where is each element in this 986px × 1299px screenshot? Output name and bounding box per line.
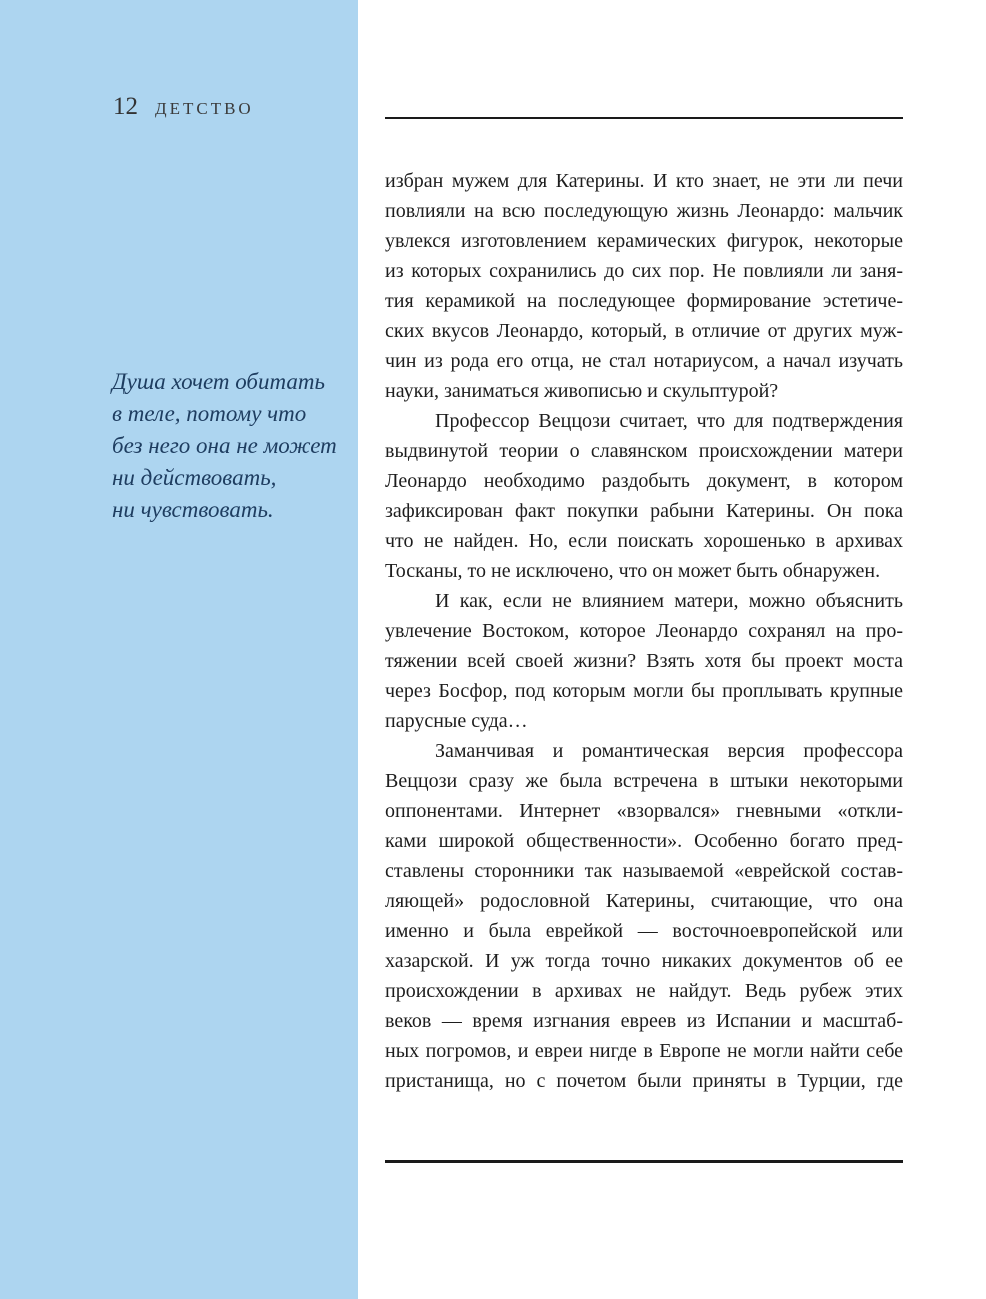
paragraph xyxy=(385,736,903,1096)
bottom-rule xyxy=(385,1160,903,1163)
body-text xyxy=(385,166,903,1096)
quote-line: Душа хочет обитать xyxy=(112,369,325,394)
text-line: ками широкой общественности». Особенно богато пред- xyxy=(385,830,903,852)
sidebar-panel xyxy=(0,0,358,1299)
text-line: избран мужем для Катерины. И кто знает, не эти ли печи xyxy=(385,170,903,192)
paragraph xyxy=(385,586,903,736)
page-number: 12 xyxy=(113,93,138,120)
text-line: науки, заниматься живописью и скульптурой? xyxy=(385,380,779,402)
text-line: из которых сохранились до сих пор. Не повлияли ли заня- xyxy=(385,260,903,282)
paragraph xyxy=(385,406,903,586)
text-line: тяжении всей своей жизни? Взять хотя бы проект моста xyxy=(385,650,903,672)
margin-quote xyxy=(112,366,352,526)
quote-line: без него она не может xyxy=(112,433,337,458)
text-line: происхождении в архивах не найдут. Ведь рубеж этих xyxy=(385,980,903,1002)
text-line: Профессор Веццози считает, что для подтверждения xyxy=(435,410,903,432)
text-line: пристанища, но с почетом были приняты в Турции, где xyxy=(385,1070,903,1092)
top-rule xyxy=(385,117,903,119)
page-header xyxy=(113,93,254,121)
text-line: Леонардо необходимо раздобыть документ, в котором xyxy=(385,470,903,492)
text-line: выдвинутой теории о славянском происхождении матери xyxy=(385,440,903,462)
quote-line: ни чувствовать. xyxy=(112,497,274,522)
text-line: через Босфор, под которым могли бы проплывать крупные xyxy=(385,680,903,702)
text-line: парусные суда… xyxy=(385,710,528,732)
text-line: именно и была еврейкой — восточноевропейской или xyxy=(385,920,903,942)
text-line: веков — время изгнания евреев из Испании и масштаб- xyxy=(385,1010,903,1032)
text-line: повлияли на всю последующую жизнь Леонардо: мальчик xyxy=(385,200,903,222)
text-line: оппонентами. Интернет «взорвался» гневными «откли- xyxy=(385,800,903,822)
text-line: Веццози сразу же была встречена в штыки некоторыми xyxy=(385,770,903,792)
paragraph xyxy=(385,166,903,406)
text-line: тия керамикой на последующее формирование эстетиче- xyxy=(385,290,903,312)
chapter-title: ДЕТСТВО xyxy=(155,99,254,118)
text-line: Заманчивая и романтическая версия профессора xyxy=(435,740,903,762)
text-line: чин из рода его отца, не стал нотариусом, а начал изучать xyxy=(385,350,903,372)
quote-line: в теле, потому что xyxy=(112,401,307,426)
text-line: хазарской. И уж тогда точно никаких документов об ее xyxy=(385,950,903,972)
text-line: увлекся изготовлением керамических фигурок, некоторые xyxy=(385,230,903,252)
text-line: Тосканы, то не исключено, что он может быть обнаружен. xyxy=(385,560,881,582)
text-line: И как, если не влиянием матери, можно объяснить xyxy=(435,590,903,612)
text-line: ских вкусов Леонардо, который, в отличие от других муж- xyxy=(385,320,903,342)
text-line: зафиксирован факт покупки рабыни Катерины. Он пока xyxy=(385,500,903,522)
text-line: что не найден. Но, если поискать хорошенько в архивах xyxy=(385,530,903,552)
quote-line: ни действовать, xyxy=(112,465,277,490)
text-line: ных погромов, и евреи нигде в Европе не могли найти себе xyxy=(385,1040,903,1062)
main-text-column xyxy=(385,0,903,1299)
text-line: ляющей» родословной Катерины, считающие, что она xyxy=(385,890,903,912)
text-line: увлечение Востоком, которое Леонардо сохранял на про- xyxy=(385,620,903,642)
text-line: ставлены сторонники так называемой «еврейской состав- xyxy=(385,860,903,882)
